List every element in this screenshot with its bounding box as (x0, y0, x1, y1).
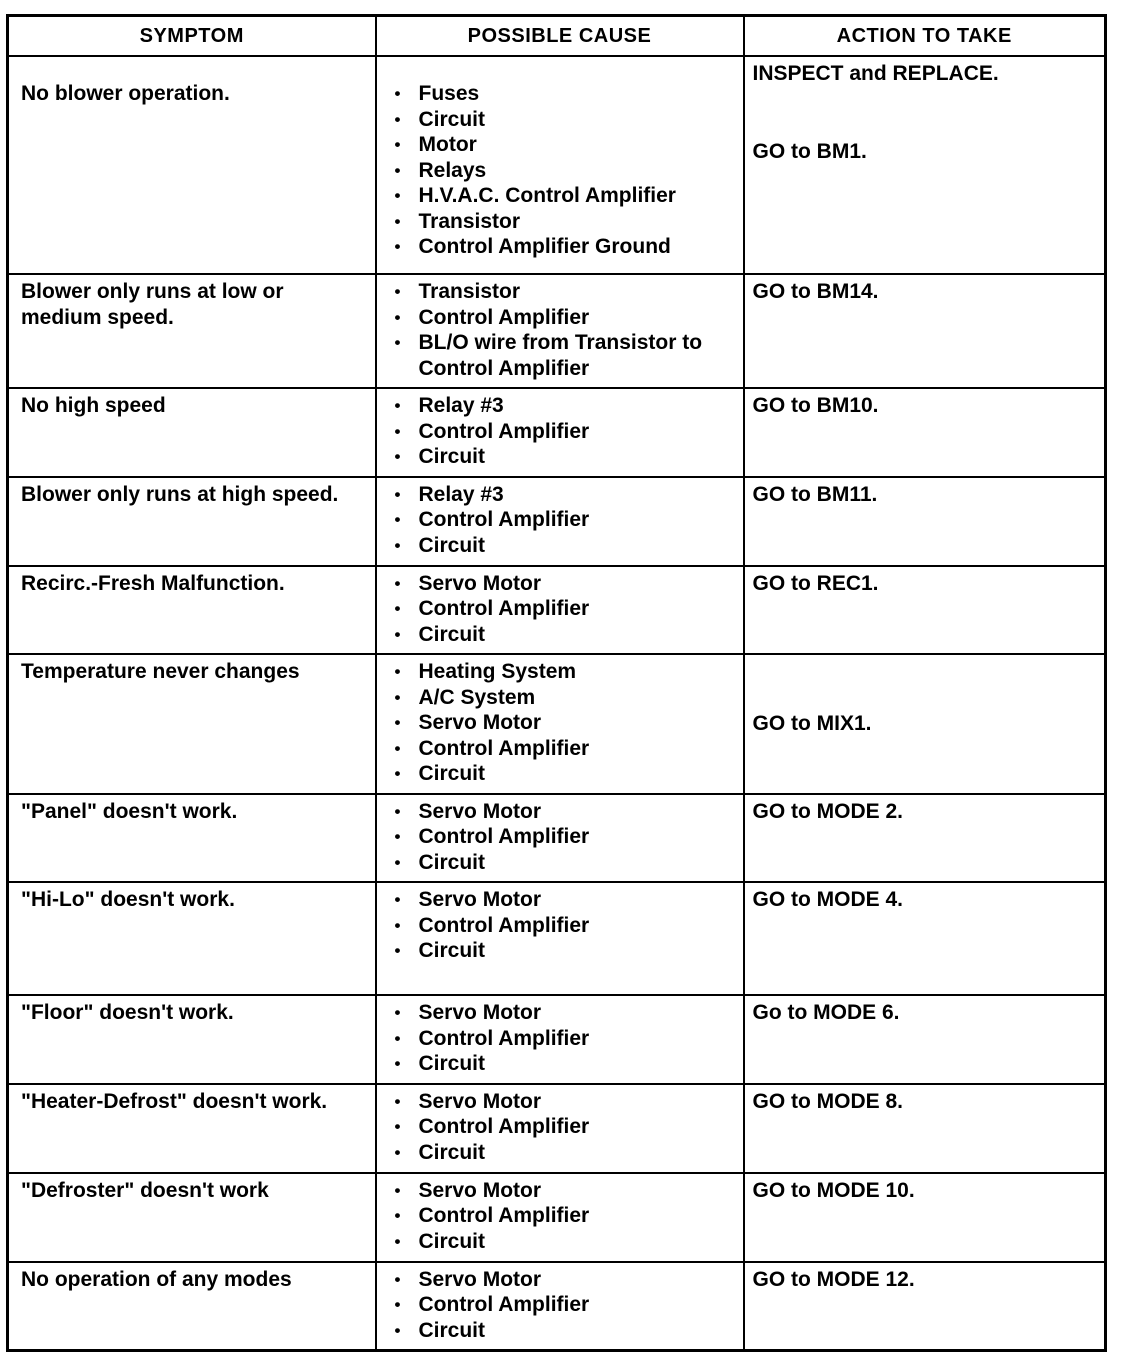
bullet-icon: • (394, 852, 401, 872)
cause-item (391, 622, 735, 648)
cause-text: Relays (418, 158, 487, 182)
symptom-cell: "Heater-Defrost" doesn't work. (8, 1084, 376, 1173)
symptom-cell: No high speed (8, 388, 376, 477)
symptom-cell: Blower only runs at high speed. (8, 477, 376, 566)
action-cell (744, 566, 1106, 655)
cause-item (391, 305, 735, 331)
cause-item (391, 1178, 735, 1204)
spacer (753, 87, 1097, 139)
cause-item (391, 1203, 735, 1229)
bullet-icon: • (394, 890, 401, 909)
cause-item (391, 419, 735, 445)
bullet-icon: • (394, 1003, 401, 1022)
action-text: GO to REC1. (752, 571, 879, 595)
cause-text: Servo Motor (418, 571, 542, 595)
header-possible-cause: POSSIBLE CAUSE (376, 16, 744, 57)
cause-text: Circuit (418, 762, 486, 785)
cause-text: Circuit (418, 1318, 486, 1342)
action-text: GO to MIX1. (752, 712, 872, 735)
bullet-icon: • (394, 801, 401, 821)
cause-item (391, 1000, 735, 1026)
action-cell (744, 1084, 1106, 1173)
table-row (8, 1173, 1106, 1262)
bullet-icon: • (394, 713, 401, 732)
cause-item (391, 824, 735, 850)
cause-text: Control Amplifier (418, 419, 590, 443)
cause-list (391, 81, 735, 260)
cause-list (391, 279, 735, 381)
bullet-icon: • (394, 573, 401, 593)
bullet-icon: • (394, 1320, 401, 1340)
cause-item (391, 799, 735, 825)
cause-item (391, 279, 735, 305)
symptom-cell: No operation of any modes (8, 1262, 376, 1351)
cause-list (391, 1089, 735, 1166)
cause-text: Control Amplifier (418, 1204, 590, 1227)
action-text: Go to MODE 6. (752, 1001, 900, 1024)
bullet-icon: • (394, 135, 401, 154)
cause-list (391, 799, 735, 876)
header-action-to-take: ACTION TO TAKE (744, 16, 1106, 57)
cause-item (391, 533, 735, 559)
cause-item (391, 596, 735, 622)
cause-item (391, 1051, 735, 1077)
bullet-icon: • (394, 827, 401, 846)
cause-text: Heating System (418, 660, 577, 683)
table-row (8, 995, 1106, 1084)
cause-text: A/C System (418, 685, 536, 709)
cause-item (391, 1089, 735, 1115)
cause-text: Transistor (418, 280, 521, 303)
possible-cause-cell (376, 566, 744, 655)
cause-item (391, 330, 735, 381)
cause-text: Transistor (418, 209, 521, 233)
cause-item (391, 710, 735, 736)
cause-text: Circuit (418, 533, 486, 557)
cause-item (391, 107, 735, 133)
bullet-icon: • (394, 599, 401, 618)
cause-list (391, 1178, 735, 1255)
diagnosis-chart (6, 14, 1104, 1352)
table-row (8, 477, 1106, 566)
bullet-icon: • (394, 307, 401, 327)
bullet-icon: • (394, 1231, 401, 1251)
cause-list (391, 571, 735, 648)
bullet-icon: • (394, 764, 401, 783)
cause-item (391, 850, 735, 876)
action-text: GO to MODE 4. (752, 888, 904, 911)
bullet-icon: • (394, 510, 401, 529)
symptom-cell: "Panel" doesn't work. (8, 794, 376, 883)
action-cell (744, 477, 1106, 566)
action-text: GO to MODE 12. (752, 1267, 915, 1291)
action-text: GO to MODE 8. (752, 1089, 904, 1113)
cause-item (391, 507, 735, 533)
cause-item (391, 132, 735, 158)
table-row (8, 274, 1106, 388)
action-text: GO to MODE 10. (752, 1178, 915, 1202)
cause-text: Circuit (418, 850, 486, 874)
action-cell (744, 1173, 1106, 1262)
table-body (8, 56, 1106, 1351)
action-cell (744, 388, 1106, 477)
symptom-cell: "Hi-Lo" doesn't work. (8, 882, 376, 995)
cause-text: Control Amplifier (418, 597, 590, 620)
cause-list (391, 482, 735, 559)
action-cell (744, 654, 1106, 794)
cause-item (391, 81, 735, 107)
cause-text: BL/O wire from Transistor to Control Amplifier (418, 331, 703, 380)
cause-text: Servo Motor (418, 1001, 542, 1024)
cause-item (391, 659, 735, 685)
table-row (8, 388, 1106, 477)
possible-cause-cell (376, 794, 744, 883)
table-row (8, 794, 1106, 883)
possible-cause-cell (376, 477, 744, 566)
symptom-table (6, 14, 1107, 1352)
cause-text: Relay #3 (418, 482, 504, 506)
table-row (8, 1084, 1106, 1173)
cause-item (391, 234, 735, 260)
cause-text: Control Amplifier (418, 1115, 590, 1138)
bullet-icon: • (394, 160, 401, 180)
symptom-cell: No blower operation. (8, 56, 376, 274)
action-text: GO to BM1. (752, 139, 867, 163)
cause-text: Servo Motor (418, 799, 542, 823)
cause-item (391, 482, 735, 508)
action-cell (744, 882, 1106, 995)
action-cell (744, 1262, 1106, 1351)
action-text: GO to BM14. (752, 280, 879, 303)
cause-item (391, 444, 735, 470)
cause-text: Control Amplifier (418, 825, 590, 848)
bullet-icon: • (394, 186, 401, 205)
cause-item (391, 158, 735, 184)
cause-list (391, 1000, 735, 1077)
cause-text: Control Amplifier (418, 736, 590, 760)
cause-item (391, 887, 735, 913)
bullet-icon: • (394, 84, 401, 103)
cause-text: Control Amplifier (418, 913, 590, 937)
cause-text: Servo Motor (418, 1178, 542, 1202)
bullet-icon: • (394, 915, 401, 935)
possible-cause-cell (376, 1084, 744, 1173)
possible-cause-cell (376, 995, 744, 1084)
possible-cause-cell (376, 388, 744, 477)
table-row (8, 56, 1106, 274)
symptom-cell: "Defroster" doesn't work (8, 1173, 376, 1262)
bullet-icon: • (394, 1269, 401, 1289)
action-text: INSPECT and REPLACE. (752, 62, 999, 85)
action-text: GO to MODE 2. (752, 799, 904, 823)
bullet-icon: • (394, 447, 401, 466)
cause-item (391, 913, 735, 939)
cause-text: Servo Motor (418, 888, 542, 911)
cause-text: Control Amplifier Ground (418, 235, 671, 258)
cause-text: Servo Motor (418, 1267, 542, 1291)
cause-item (391, 1267, 735, 1293)
bullet-icon: • (394, 941, 401, 960)
table-row (8, 882, 1106, 995)
possible-cause-cell (376, 654, 744, 794)
cause-text: Circuit (418, 1140, 486, 1164)
bullet-icon: • (394, 1142, 401, 1162)
action-cell (744, 794, 1106, 883)
cause-item (391, 209, 735, 235)
cause-item (391, 1292, 735, 1318)
action-cell (744, 56, 1106, 274)
cause-text: Control Amplifier (418, 508, 590, 531)
cause-item (391, 685, 735, 711)
cause-item (391, 1318, 735, 1344)
bullet-icon: • (394, 282, 401, 301)
header-row (8, 16, 1106, 57)
action-cell (744, 995, 1106, 1084)
table-row (8, 654, 1106, 794)
cause-text: Circuit (418, 445, 486, 468)
cause-item (391, 1114, 735, 1140)
cause-text: H.V.A.C. Control Amplifier (418, 184, 676, 207)
bullet-icon: • (394, 237, 401, 256)
cause-text: Servo Motor (418, 711, 542, 734)
bullet-icon: • (394, 624, 401, 644)
bullet-icon: • (394, 211, 401, 231)
bullet-icon: • (394, 1180, 401, 1200)
cause-text: Control Amplifier (418, 305, 590, 329)
cause-item (391, 183, 735, 209)
bullet-icon: • (394, 484, 401, 504)
cause-text: Circuit (418, 1052, 486, 1075)
bullet-icon: • (394, 1091, 401, 1111)
cause-list (391, 1267, 735, 1344)
possible-cause-cell (376, 1262, 744, 1351)
cause-item (391, 393, 735, 419)
cause-text: Circuit (418, 1229, 486, 1253)
bullet-icon: • (394, 1206, 401, 1225)
cause-item (391, 571, 735, 597)
bullet-icon: • (394, 396, 401, 415)
cause-item (391, 938, 735, 964)
header-symptom: SYMPTOM (8, 16, 376, 57)
cause-item (391, 736, 735, 762)
cause-list (391, 393, 735, 470)
symptom-cell: "Floor" doesn't work. (8, 995, 376, 1084)
cause-text: Circuit (418, 622, 486, 646)
bullet-icon: • (394, 109, 401, 129)
cause-text: Motor (418, 133, 477, 156)
bullet-icon: • (394, 738, 401, 758)
table-row (8, 566, 1106, 655)
bullet-icon: • (394, 1295, 401, 1314)
cause-text: Fuses (418, 82, 480, 105)
table-row (8, 1262, 1106, 1351)
action-cell (744, 274, 1106, 388)
cause-text: Circuit (418, 107, 486, 131)
cause-item (391, 1229, 735, 1255)
bullet-icon: • (394, 1054, 401, 1073)
bullet-icon: • (394, 333, 401, 352)
cause-list (391, 887, 735, 964)
cause-item (391, 761, 735, 787)
symptom-cell: Blower only runs at low or medium speed. (8, 274, 376, 388)
cause-text: Control Amplifier (418, 1026, 590, 1050)
cause-text: Control Amplifier (418, 1293, 590, 1316)
possible-cause-cell (376, 882, 744, 995)
cause-item (391, 1140, 735, 1166)
symptom-cell: Recirc.-Fresh Malfunction. (8, 566, 376, 655)
possible-cause-cell (376, 56, 744, 274)
bullet-icon: • (394, 1028, 401, 1048)
cause-text: Circuit (418, 939, 486, 962)
bullet-icon: • (394, 687, 401, 707)
symptom-cell: Temperature never changes (8, 654, 376, 794)
bullet-icon: • (394, 535, 401, 555)
action-text: GO to BM10. (752, 394, 879, 417)
cause-text: Servo Motor (418, 1089, 542, 1113)
cause-item (391, 1026, 735, 1052)
bullet-icon: • (394, 1117, 401, 1136)
bullet-icon: • (394, 421, 401, 441)
cause-list (391, 659, 735, 787)
bullet-icon: • (394, 662, 401, 681)
possible-cause-cell (376, 1173, 744, 1262)
action-text: GO to BM11. (752, 482, 878, 506)
cause-text: Relay #3 (418, 394, 504, 417)
possible-cause-cell (376, 274, 744, 388)
